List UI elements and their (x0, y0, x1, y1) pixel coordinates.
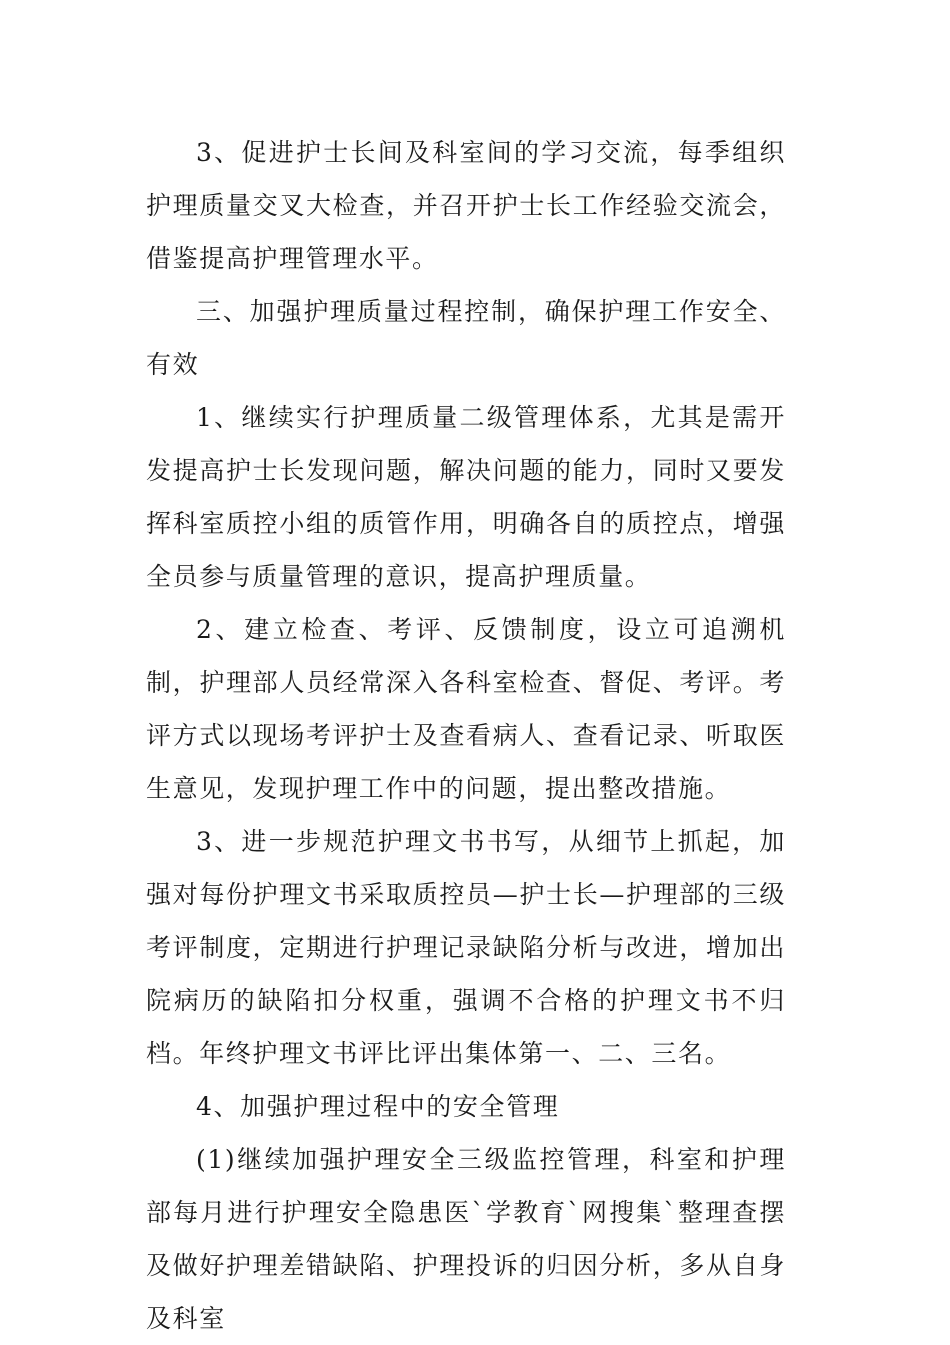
paragraph-item-1-management-system: 1、继续实行护理质量二级管理体系，尤其是需开发提高护士长发现问题，解决问题的能力，同时又要发挥科室质控小组的质管作用，明确各自的质控点，增强全员参与质量管理的意识，提高护理质量。 (146, 403, 786, 591)
paragraph-item-3-exchange: 3、促进护士长间及科室间的学习交流，每季组织护理质量交叉大检查，并召开护士长工作经验交流会，借鉴提高护理管理水平。 (146, 138, 786, 273)
paragraph-subitem-1-monitoring: (1)继续加强护理安全三级监控管理，科室和护理部每月进行护理安全隐患医`学教育`网搜集`整理查摆及做好护理差错缺陷、护理投诉的归因分析，多从自身及科室 (146, 1145, 786, 1333)
section-heading-quality-control: 三、加强护理质量过程控制，确保护理工作安全、有效 (146, 297, 786, 379)
paragraph-item-3-documentation: 3、进一步规范护理文书书写，从细节上抓起，加强对每份护理文书采取质控员—护士长—护理部的三级考评制度，定期进行护理记录缺陷分析与改进，增加出院病历的缺陷扣分权重，强调不合格的护理文书不归档。年终护理文书评比评出集体第一、二、三名。 (146, 827, 786, 1068)
paragraph-item-2-inspection: 2、建立检查、考评、反馈制度，设立可追溯机制，护理部人员经常深入各科室检查、督促、考评。考评方式以现场考评护士及查看病人、查看记录、听取医生意见，发现护理工作中的问题，提出整改措施。 (146, 615, 786, 803)
document-body (146, 126, 786, 1345)
paragraph-item-4-safety: 4、加强护理过程中的安全管理 (196, 1092, 560, 1121)
